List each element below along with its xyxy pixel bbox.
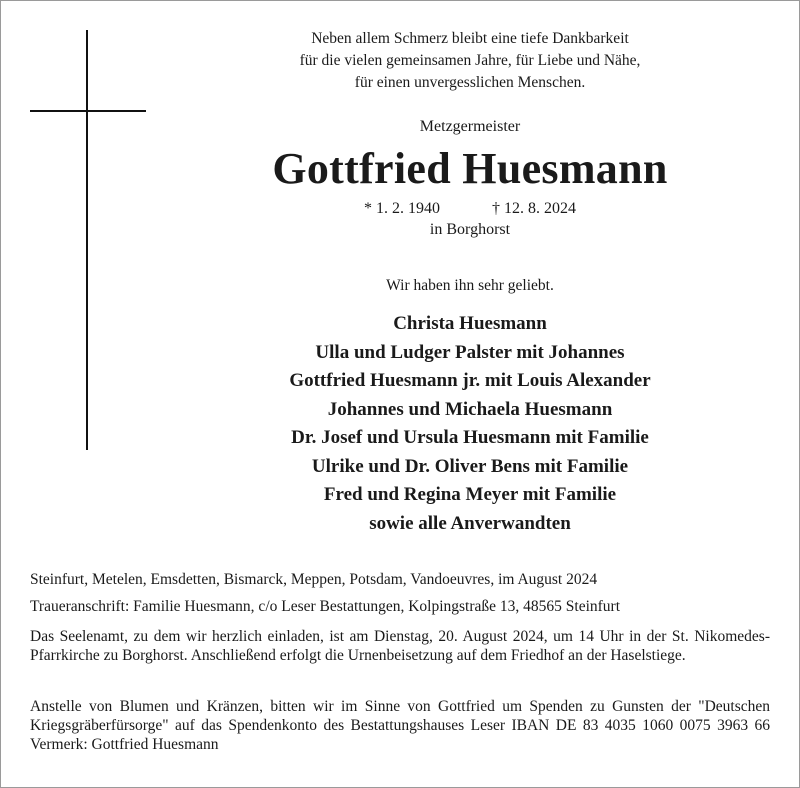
mourner-name: sowie alle Anverwandten [369,512,571,534]
deceased-title: Metzgermeister [419,118,521,135]
cross-icon-horizontal-beam [30,110,146,112]
intro-line: Neben allem Schmerz bleibt eine tiefe Dankbarkeit [311,30,629,47]
mourner-name: Gottfried Huesmann jr. mit Louis Alexander [289,370,651,391]
deceased-name: Gottfried Huesmann [272,144,668,193]
mourner-name: Ulrike und Dr. Oliver Bens mit Familie [311,455,629,477]
mourner-name: Christa Huesmann [393,313,547,334]
intro-line: für die vielen gemeinsamen Jahre, für Liebe und Nähe, [299,52,641,69]
mourner-name: Ulla und Ludger Palster mit Johannes [315,341,625,363]
birth-date: * 1. 2. 1940 [364,200,440,217]
donation-notice: Anstelle von Blumen und Kränzen, bitten wir im Sinne von Gottfried um Spenden zu Gunsten der "Deutschen Kriegsgräberfürsorge" auf das Spendenkonto des Bestattungshauses Leser IBAN DE 83 4035 1060 0075 3963 66 Vermerk: Gottfried Huesmann [30,698,770,753]
mourner-name: Johannes und Michaela Huesmann [327,398,613,420]
intro-line: für einen unvergesslichen Menschen. [354,74,586,91]
mourner-name: Fred und Regina Meyer mit Familie [323,484,617,505]
death-date: † 12. 8. 2024 [492,200,576,217]
life-dates [180,198,760,220]
mourner-name: Dr. Josef und Ursula Huesmann mit Familie [291,427,649,448]
locations-line: Steinfurt, Metelen, Emsdetten, Bismarck, Meppen, Potsdam, Vandoeuvres, im August 2024 [30,571,598,588]
mourners-intro: Wir haben ihn sehr geliebt. [386,277,554,294]
cross-icon-vertical-beam [86,30,88,450]
death-place: in Borghorst [429,221,511,238]
mourning-address: Traueranschrift: Familie Huesmann, c/o Leser Bestattungen, Kolpingstraße 13, 48565 Steinfurt [30,598,621,615]
intro-verse [180,28,760,94]
funeral-service-notice: Das Seelenamt, zu dem wir herzlich einladen, ist am Dienstag, 20. August 2024, um 14 Uhr in der St. Nikomedes-Pfarrkirche zu Borghorst. Anschließend erfolgt die Urnenbeisetzung auf dem Friedhof an der Haselstiege. [30,628,770,664]
mourners-list [180,310,760,538]
